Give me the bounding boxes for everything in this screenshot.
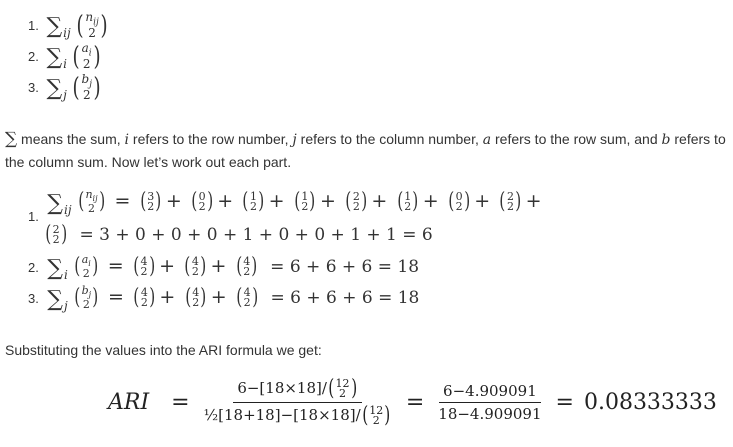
binomial: ( 2 2 ) bbox=[499, 189, 522, 215]
binomial: ( $n_{ij}$ 2 ) bbox=[76, 10, 108, 41]
binomial: ( 0 2 ) bbox=[448, 189, 470, 215]
calc-result-3: = 6 + 6 + 6 = 18 bbox=[270, 288, 420, 309]
sum-subscript: j bbox=[63, 88, 67, 102]
ari-label: ARI bbox=[108, 390, 150, 415]
calc-line-1b bbox=[44, 224, 433, 246]
binomial: ( 4 2 ) bbox=[235, 254, 258, 280]
binomial: ( 1 2 ) bbox=[396, 189, 419, 215]
parts-list bbox=[28, 10, 109, 103]
binomial: ( $b_j$ 2 ) bbox=[72, 72, 101, 103]
sum-symbol: ∑ bbox=[46, 45, 63, 70]
binomial: ( 1 2 ) bbox=[242, 189, 265, 215]
ari-fraction-2: $\frac{6-4.909091}{18-4.909091}$ bbox=[438, 382, 542, 423]
sum-subscript: ij bbox=[63, 26, 71, 40]
binomial: ( 2 2 ) bbox=[345, 189, 368, 215]
sum-symbol: ∑ bbox=[46, 76, 63, 101]
binomial: ( 4 2 ) bbox=[184, 254, 207, 280]
list-number: 2. bbox=[28, 49, 39, 64]
binomial: ( 4 2 ) bbox=[236, 285, 258, 311]
binomial: ( 4 2 ) bbox=[133, 285, 156, 311]
calc-line-1: 1. $\sum_{ij}$ ( $n_{ij}$ 2 ) = ( 3 2 ) + ( 0 2 ) + ( 1 2 ) + ( 1 2 ) + ( 2 2 ) + ( 1 2 ) + ( 0 2 ) + ( 2 2 ) + bbox=[28, 188, 542, 225]
explanation-paragraph: ∑ means the sum, i refers to the row number, j refers to the column number, a refers to the row sum, and b refers to the column sum. Now let’s work out each part. bbox=[5, 129, 726, 170]
ari-formula: ARI = 6−[18×18]/ ( 12 2 ) ½[18+18]−[18×18]/ ( 12 2 ) = $\frac{6-4.909091}{18-4.909091}$ = 0.08333333 bbox=[108, 376, 717, 428]
ari-fraction-1: 6−[18×18]/ ( 12 2 ) ½[18+18]−[18×18]/ ( 12 2 ) bbox=[203, 376, 391, 428]
binomial: ( $a_i$ 2 ) bbox=[72, 41, 101, 72]
calc-line-3: 3. $\sum_j$ ( $b_j$ 2 ) = ( 4 2 ) + ( 4 2 ) + ( 4 2 ) = 6 + 6 + 6 = 18 bbox=[28, 284, 420, 314]
ari-result: 0.08333333 bbox=[583, 390, 717, 415]
list-item bbox=[28, 41, 109, 72]
list-number: 3. bbox=[28, 80, 39, 95]
binomial: ( 4 2 ) bbox=[184, 285, 207, 311]
sum-symbol: ∑ bbox=[46, 14, 63, 39]
binomial: ( 0 2 ) bbox=[191, 189, 213, 215]
calc-result-2: = 6 + 6 + 6 = 18 bbox=[270, 257, 420, 278]
binomial: ( 4 2 ) bbox=[133, 254, 155, 280]
sigma-symbol: ∑ bbox=[5, 129, 18, 149]
calc-line-2: 2. $\sum_i$ ( $a_i$ 2 ) = ( 4 2 ) + ( 4 2 ) + ( 4 2 ) = 6 + 6 + 6 = 18 bbox=[28, 253, 420, 283]
substitution-sentence: Substituting the values into the ARI formula we get: bbox=[5, 342, 322, 358]
binomial: ( 3 2 ) bbox=[139, 189, 162, 215]
list-number: 1. bbox=[28, 18, 39, 33]
list-item bbox=[28, 10, 109, 41]
list-item bbox=[28, 72, 109, 103]
calc-result-1: = 3 + 0 + 0 + 0 + 1 + 0 + 0 + 1 + 1 = 6 bbox=[79, 225, 433, 246]
sum-subscript: i bbox=[63, 57, 68, 71]
binomial: ( 1 2 ) bbox=[294, 189, 316, 215]
binomial: ( 2 2 ) bbox=[45, 222, 67, 247]
